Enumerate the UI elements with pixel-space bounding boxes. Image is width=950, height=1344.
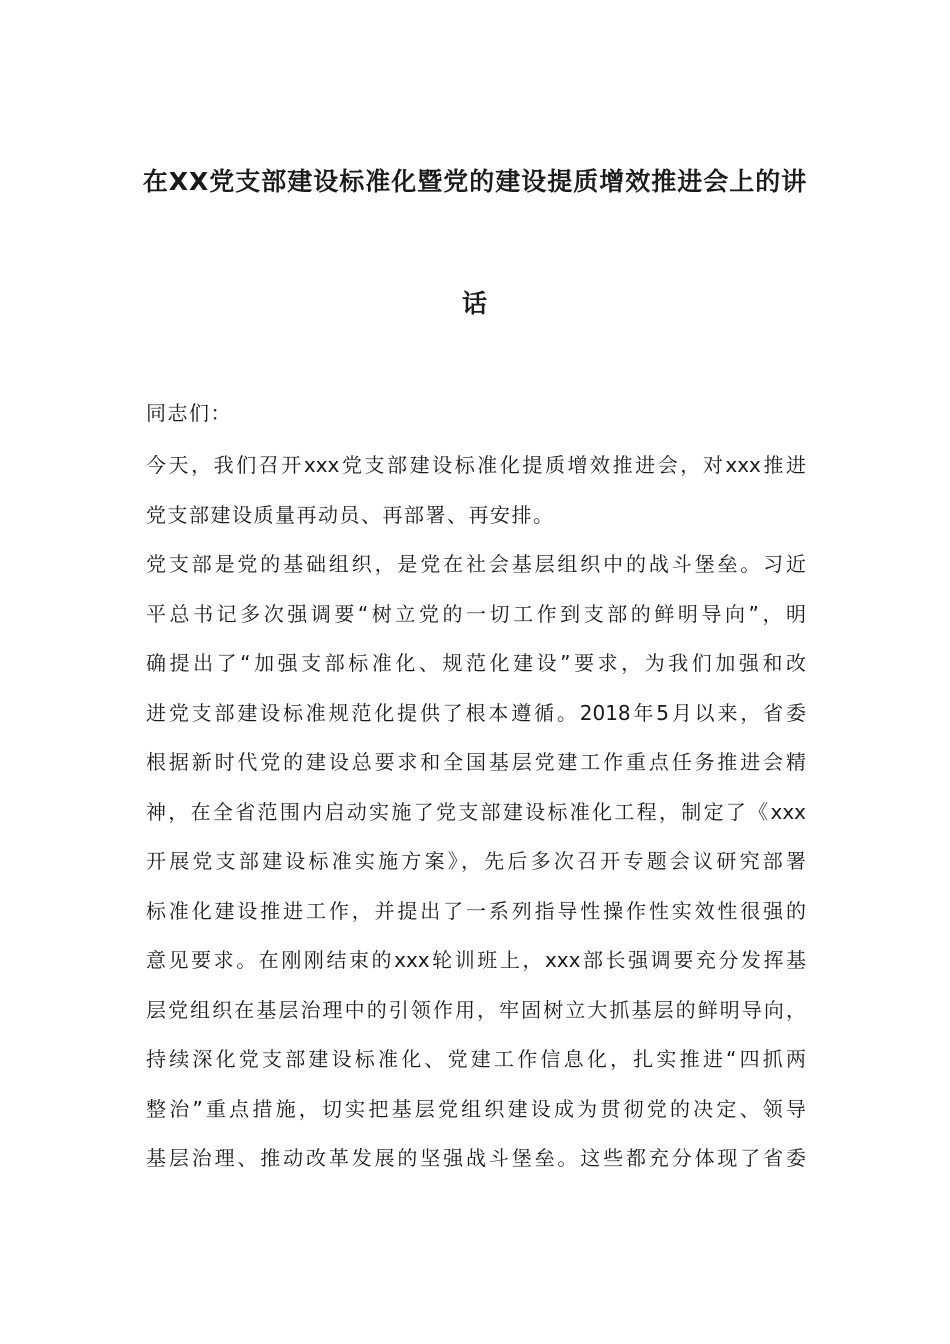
paragraph-line: 开展党支部建设标准实施方案》，先后多次召开专题会议研究部署 xyxy=(146,849,806,873)
paragraph-line: 进党支部建设标准规范化提供了根本遵循。2018年5月以来，省委 xyxy=(146,700,806,725)
paragraph-line: 神，在全省范围内启动实施了党支部建设标准化工程，制定了《xxx xyxy=(146,799,806,824)
paragraph-line: 根据新时代党的建设总要求和全国基层党建工作重点任务推进会精 xyxy=(146,750,806,774)
paragraph-line: 平总书记多次强调要“树立党的一切工作到支部的鲜明导向”，明 xyxy=(146,601,806,626)
paragraph-line: 整治”重点措施，切实把基层党组织建设成为贯彻党的决定、领导 xyxy=(146,1096,806,1121)
paragraph-line: 今天，我们召开xxx党支部建设标准化提质增效推进会，对xxx推进 xyxy=(146,453,806,477)
paragraph-line: 党支部建设质量再动员、再部署、再安排。 xyxy=(146,502,555,527)
paragraph-line: 标准化建设推进工作，并提出了一系列指导性操作性实效性很强的 xyxy=(146,898,806,923)
paragraph-line: 基层治理、推动改革发展的坚强战斗堡垒。这些都充分体现了省委 xyxy=(146,1146,806,1170)
paragraph-2 xyxy=(146,540,806,1184)
paragraph-line: 意见要求。在刚刚结束的xxx轮训班上，xxx部长强调要充分发挥基 xyxy=(146,948,806,972)
salutation: 同志们： xyxy=(146,401,232,425)
paragraph-1 xyxy=(146,441,806,540)
paragraph-line: 持续深化党支部建设标准化、党建工作信息化，扎实推进“四抓两 xyxy=(146,1047,806,1071)
paragraph-line: 党支部是党的基础组织，是党在社会基层组织中的战斗堡垒。习近 xyxy=(146,552,806,576)
paragraph-line: 确提出了“加强支部标准化、规范化建设”要求，为我们加强和改 xyxy=(146,651,806,675)
document-title-line-2: 话 xyxy=(461,289,488,318)
paragraph-line: 层党组织在基层治理中的引领作用，牢固树立大抓基层的鲜明导向， xyxy=(146,997,806,1022)
document-title-line-1: 在XX党支部建设标准化暨党的建设提质增效推进会上的讲 xyxy=(142,167,808,196)
